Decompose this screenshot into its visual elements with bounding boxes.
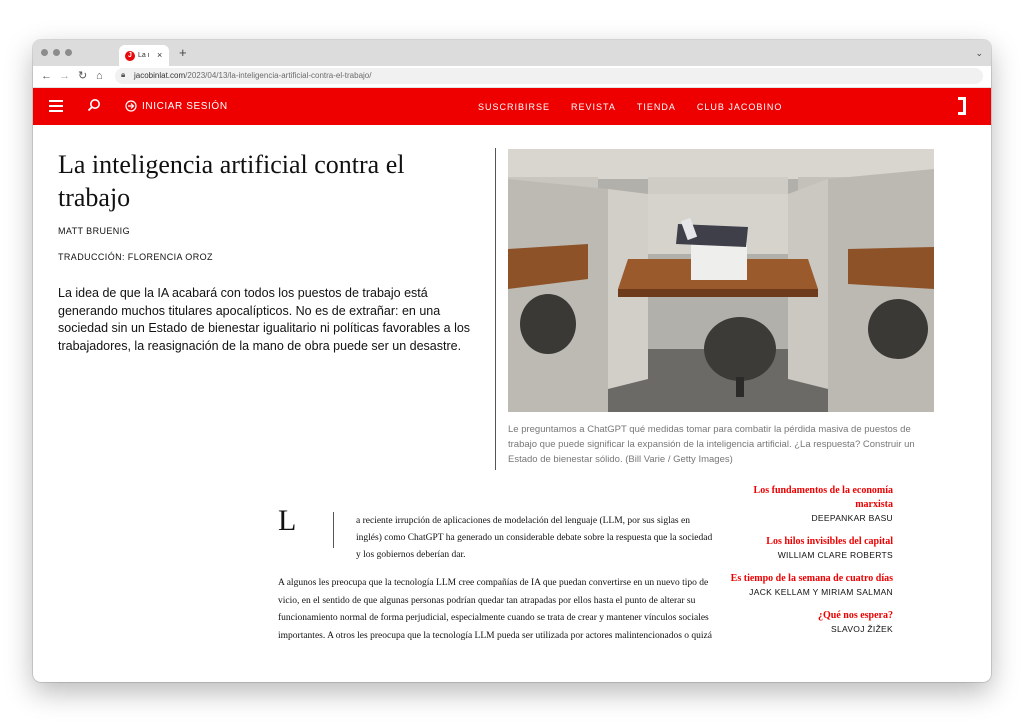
tab-close-icon[interactable]: × <box>157 50 163 60</box>
menu-icon[interactable] <box>49 100 63 112</box>
header-divider <box>495 148 496 470</box>
related-title[interactable]: Los hilos invisibles del capital <box>766 536 893 547</box>
window-controls <box>41 49 72 56</box>
browser-toolbar <box>33 66 991 88</box>
related-item[interactable] <box>723 609 893 636</box>
new-tab-button[interactable]: + <box>179 45 187 60</box>
forward-arrow-icon[interactable]: → <box>59 70 70 82</box>
address-bar[interactable] <box>115 68 983 84</box>
login-label: INICIAR SESIÓN <box>142 100 228 112</box>
drop-cap-rule <box>333 512 334 548</box>
url-text <box>134 71 371 80</box>
related-item[interactable] <box>723 535 893 562</box>
article-translator: TRADUCCIÓN: FLORENCIA OROZ <box>58 252 213 262</box>
url-domain: jacobinlat.com <box>134 71 186 80</box>
login-button[interactable] <box>125 100 228 112</box>
tab-list-chevron-icon[interactable]: ⌄ <box>975 48 983 58</box>
article-paragraph: a reciente irrupción de aplicaciones de modelación del lenguaje (LLM, por sus siglas en inglés) como ChatGPT ha generado un considerable debate sobre la respuesta que la sociedad y los gobiernos deberían dar. <box>356 516 713 560</box>
article-paragraph: A algunos les preocupa que la tecnología LLM cree compañías de IA que puedan convertirse en un nuevo tipo de vicio, en el sentido de que algunas personas podrían quedar tan atrapadas por ellos hasta el punto de alterar su funcionamiento normal de forma perjudicial, especialmente cuando se trata de crear y mantener vínculos sociales importantes. A otros les preocupa que la tecnología LLM pueda ser utilizada por actores malintencionados o quizá <box>278 578 712 642</box>
related-articles <box>723 484 893 646</box>
nav-subscribe[interactable]: SUSCRIBIRSE <box>478 102 551 112</box>
related-item[interactable] <box>723 572 893 599</box>
related-title[interactable]: ¿Qué nos espera? <box>818 610 893 621</box>
site-logo-bracket-icon[interactable] <box>958 97 966 115</box>
main-nav <box>478 102 782 112</box>
back-arrow-icon[interactable]: ← <box>41 70 52 82</box>
drop-cap: L <box>278 504 297 537</box>
maximize-window-button[interactable] <box>65 49 72 56</box>
nav-club[interactable]: CLUB JACOBINO <box>696 102 783 112</box>
related-author[interactable]: WILLIAM CLARE ROBERTS <box>777 550 893 560</box>
browser-window <box>33 40 991 682</box>
related-title[interactable]: Los fundamentos de la economía marxista <box>753 485 893 510</box>
tab-title: La i <box>138 52 150 59</box>
nav-store[interactable]: TIENDA <box>636 102 676 112</box>
related-author[interactable]: JACK KELLAM Y MIRIAM SALMAN <box>749 587 893 597</box>
search-icon[interactable] <box>87 98 101 112</box>
article-photo <box>508 149 934 412</box>
office-cubicle-illustration <box>508 149 934 412</box>
home-icon[interactable]: ⌂ <box>96 70 103 82</box>
tab-bar <box>33 40 991 66</box>
article-title: La inteligencia artificial contra el trabajo <box>58 150 405 212</box>
related-item[interactable] <box>723 484 893 525</box>
nav-magazine[interactable]: REVISTA <box>571 102 616 112</box>
login-icon <box>125 100 137 112</box>
lock-icon: 🔒︎ <box>121 70 126 79</box>
tab-active[interactable] <box>119 45 169 66</box>
close-window-button[interactable] <box>41 49 48 56</box>
site-header <box>33 88 991 125</box>
related-author[interactable]: SLAVOJ ŽIŽEK <box>830 624 893 634</box>
related-author[interactable]: DEEPANKAR BASU <box>811 513 893 523</box>
related-title[interactable]: Es tiempo de la semana de cuatro días <box>730 573 893 584</box>
minimize-window-button[interactable] <box>53 49 60 56</box>
reload-icon[interactable]: ↻ <box>78 70 88 82</box>
article-author[interactable]: MATT BRUENIG <box>58 226 130 236</box>
photo-caption: Le preguntamos a ChatGPT qué medidas tomar para combatir la pérdida masiva de puestos de trabajo que puede significar la expansión de la inteligencia artificial. ¿La respuesta? Construir un Estado de bienestar sólido. (Bill Varie / Getty Images) <box>508 424 915 465</box>
site-favicon-icon: J <box>125 51 135 61</box>
article-lede: La idea de que la IA acabará con todos los puestos de trabajo está generando muchos titulares apocalípticos. No es de extrañar: en una sociedad sin un Estado de bienestar igualitario ni políticas favorables a los trabajadores, la reasignación de la mano de obra puede ser un desastre. <box>58 286 471 353</box>
url-path: /2023/04/13/la-inteligencia-artificial-contra-el-trabajo/ <box>185 71 372 80</box>
